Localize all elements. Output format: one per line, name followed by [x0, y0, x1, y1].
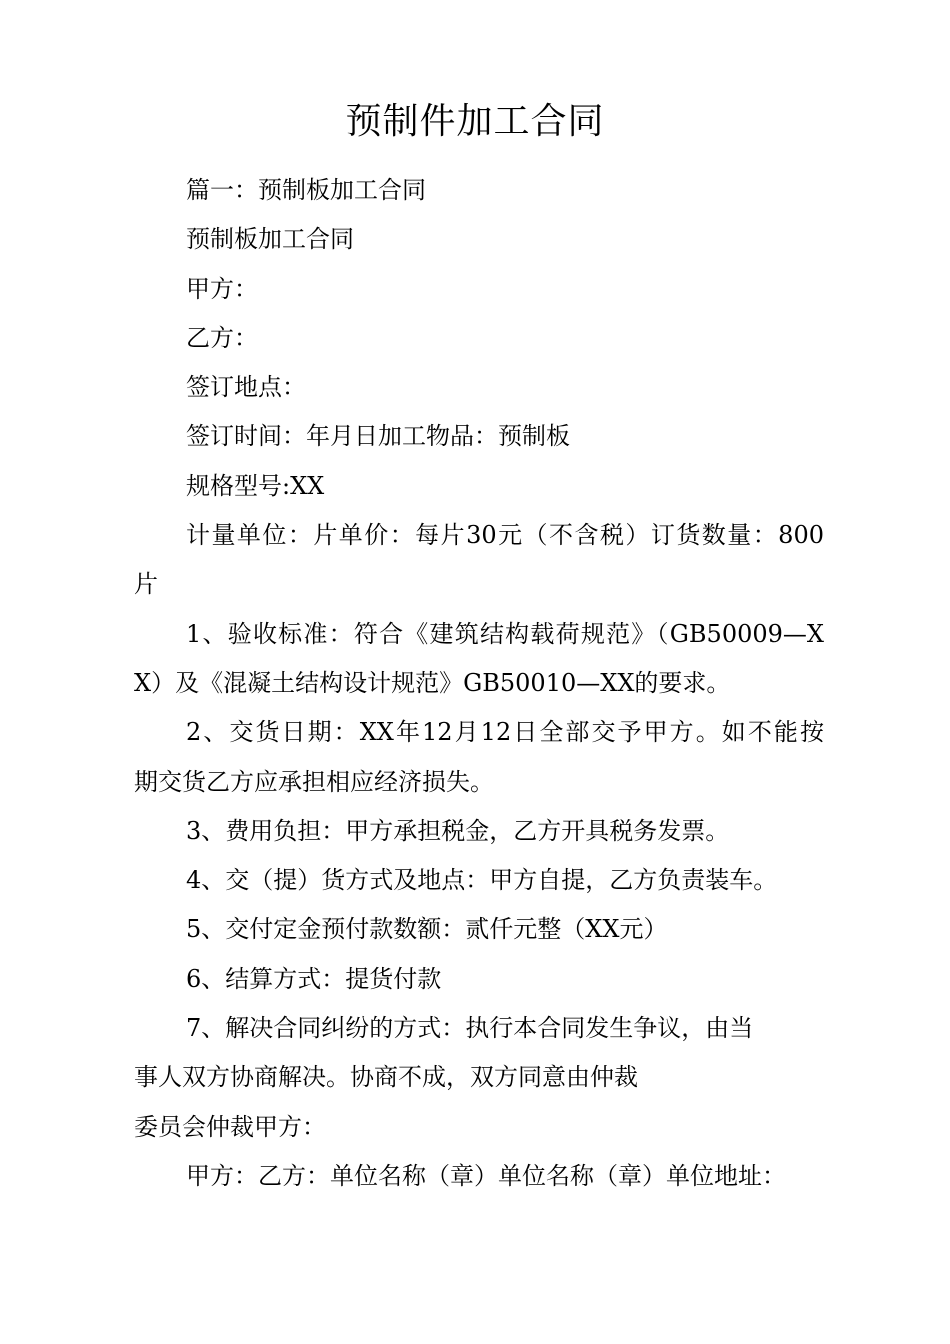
spec-model-field: 规格型号:XX [186, 471, 325, 500]
signing-location-field: 签订地点： [186, 373, 306, 402]
document-body [134, 166, 824, 1201]
clause-7-continuation-1: 事人双方协商解决。协商不成，双方同意由仲裁 [134, 1063, 638, 1092]
clause-5-deposit: 5、交付定金预付款数额：贰仟元整（XX元） [186, 915, 668, 944]
clause-4-delivery-method: 4、交（提）货方式及地点：甲方自提，乙方负责装车。 [186, 866, 778, 895]
unit-price-quantity-continuation: 片 [134, 570, 158, 599]
signing-time-field: 签订时间：年月日加工物品：预制板 [186, 422, 570, 451]
signature-block-line: 甲方：乙方：单位名称（章）单位名称（章）单位地址： [186, 1161, 786, 1190]
clause-2-delivery-date: 2、交货日期：XX年12月12日全部交予甲方。如不能按 [186, 718, 824, 747]
clause-7-disputes: 7、解决合同纠纷的方式：执行本合同发生争议，由当 [186, 1014, 754, 1043]
unit-price-quantity-line: 计量单位：片单价：每片30元（不含税）订货数量：800 [186, 521, 824, 550]
clause-6-settlement: 6、结算方式：提货付款 [186, 964, 442, 993]
clause-2-continuation: 期交货乙方应承担相应经济损失。 [134, 767, 494, 796]
clause-7-continuation-2: 委员会仲裁甲方： [134, 1112, 326, 1141]
contract-name: 预制板加工合同 [186, 225, 354, 254]
clause-1-continuation: X）及《混凝土结构设计规范》GB50010—XX的要求。 [134, 668, 731, 697]
clause-1-acceptance: 1、验收标准：符合《建筑结构载荷规范》（GB50009—X [186, 619, 824, 648]
party-b-field: 乙方： [186, 323, 258, 352]
party-a-field: 甲方： [186, 274, 258, 303]
document-title: 预制件加工合同 [345, 101, 605, 142]
section-heading: 篇一：预制板加工合同 [186, 176, 426, 204]
clause-3-costs: 3、费用负担：甲方承担税金，乙方开具税务发票。 [186, 816, 730, 845]
